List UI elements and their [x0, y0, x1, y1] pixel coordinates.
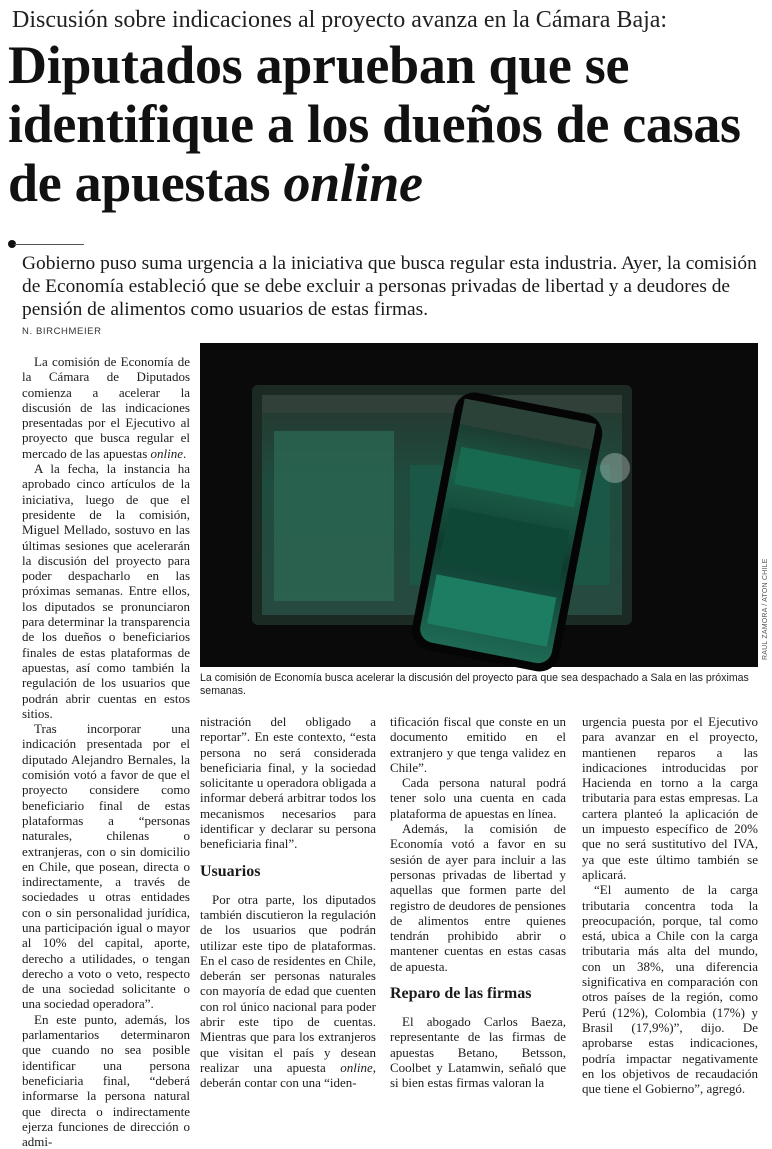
- paragraph: urgencia puesta por el Ejecutivo para avanzar en el proyecto, mantienen reparos a las indicaciones introducidas por Hacienda en torno a la carga tributaria para estas empresas. La cartera planteó la aplicación de un impuesto específico de 20% que no será sustitutivo del IVA, ya que este último también se aplicará.: [582, 714, 758, 882]
- kicker: Discusión sobre indicaciones al proyecto avanza en la Cámara Baja:: [12, 7, 668, 33]
- monitor-panel: [274, 431, 394, 601]
- phone-banner: [454, 447, 581, 508]
- phone-panel: [439, 508, 569, 586]
- paragraph: Además, la comisión de Economía votó a favor en su sesión de ayer para incluir a las personas privadas de libertad y aquellas que formen parte del registro de deudores de pensiones de alimentos entre quienes tendrán prohibido abrir o mantener cuentas en estas casas de apuesta.: [390, 821, 566, 974]
- paragraph: tificación fiscal que conste en un documento emitido en el extranjero y que tenga validez en Chile”.: [390, 714, 566, 775]
- phone-panel: [427, 574, 556, 646]
- deck: Gobierno puso suma urgencia a la iniciativa que busca regular esta industria. Ayer, la comisión de Economía estableció que se debe excluir a personas privadas de libertad y a deudores de pensión de alimentos como usuarios de estas firmas.: [22, 253, 757, 320]
- headline-italic: online: [283, 153, 423, 213]
- paragraph: La comisión de Economía de la Cámara de Diputados comienza a acelerar la discusión de las indicaciones presentadas por el Ejecutivo al proyecto que busca regular el mercado de las apuestas online.: [22, 354, 190, 461]
- paragraph: El abogado Carlos Baeza, representante de las firmas de apuestas Betano, Betsson, Coolbet y Latamwin, señaló que si bien estas firmas valoran la: [390, 1014, 566, 1091]
- paragraph: “El aumento de la carga tributaria concentra toda la preocupación, porque, tal como está, ubica a Chile con la carga tributaria más alta del mundo, con un 38%, una diferencia significativa en comparación con otros países de la región, como Perú (12%), Colombia (17%) y Brasil (17,9%)”, dijo. De aprobarse estas indicaciones, podría impactar negativamente en los objetivos de recaudación que tiene el Gobierno”, agregó.: [582, 882, 758, 1097]
- subheading: Usuarios: [200, 862, 261, 880]
- column-3: [390, 714, 566, 1091]
- photo-caption: La comisión de Economía busca acelerar la discusión del proyecto para que sea despachado a Sala en las próximas semanas.: [200, 672, 749, 697]
- article-photo: [200, 343, 758, 667]
- subheading: Reparo de las firmas: [390, 985, 532, 1003]
- column-4: [582, 714, 758, 1096]
- column-2: [200, 714, 376, 1091]
- paragraph: En este punto, además, los parlamentarios determinaron que cuando no sea posible identificar una persona beneficiaria final, “deberá informarse la persona natural que directa o indirectamente ejerza funciones de dirección o admi-: [22, 1011, 190, 1149]
- paragraph: Tras incorporar una indicación presentada por el diputado Alejandro Bernales, la comisión votó a favor de que el proyecto considere como beneficiario final de estas plataformas a “personas naturales, chilenas o extranjeras, con o sin domicilio en Chile, que posean, directa o indirectamente, a través de sociedades u otras entidades con o sin personalidad jurídica, una participación igual o mayor al 10% del capital, aporte, derecho a utilidades, o tengan derecho a voto o veto, respecto de una sociedad solicitante o una sociedad operadora”.: [22, 721, 190, 1012]
- headline-main: Diputados aprueban que se identifique a los dueños de casas de apuestas: [8, 35, 741, 213]
- column-1: [22, 354, 190, 1149]
- paragraph: nistración del obligado a reportar”. En este contexto, “esta persona no será considerada beneficiaria final, y la sociedad solicitante u operadora obligada a informar deberá arbitrar todos los mecanismos necesarios para identificar y declarar su persona beneficiaria final”.: [200, 714, 376, 852]
- photo-credit: RAUL ZAMORA / ATON CHILE: [762, 558, 769, 660]
- paragraph: A la fecha, la instancia ha aprobado cinco artículos de la iniciativa, luego de que el presidente de la comisión, Miguel Mellado, sostuvo en las últimas sesiones que acelerarán la discusión del proyecto para poder despacharlo en las próximas semanas. Entre ellos, los diputados se pronunciaron para determinar la transparencia de los dueños o beneficiarios finales de estas plataformas de apuestas, así como también la regulación de los usuarios que podrán abrir cuentas en estos sitios.: [22, 461, 190, 721]
- paragraph: Por otra parte, los diputados también discutieron la regulación de los usuarios que podrán utilizar este tipo de plataformas. En el caso de residentes en Chile, deberán ser personas naturales con mayoría de edad que cuenten con rol único nacional para poder abrir este tipo de cuentas. Mientras que para los extranjeros que visitan el país y desean realizar una apuesta online, deberán contar con una “iden-: [200, 891, 376, 1091]
- paragraph: Cada persona natural podrá tener solo una cuenta en cada plataforma de apuestas en línea.: [390, 775, 566, 821]
- rule-line: [14, 244, 84, 245]
- byline: N. BIRCHMEIER: [22, 326, 102, 337]
- headline: [8, 36, 766, 213]
- light-glow: [600, 453, 630, 483]
